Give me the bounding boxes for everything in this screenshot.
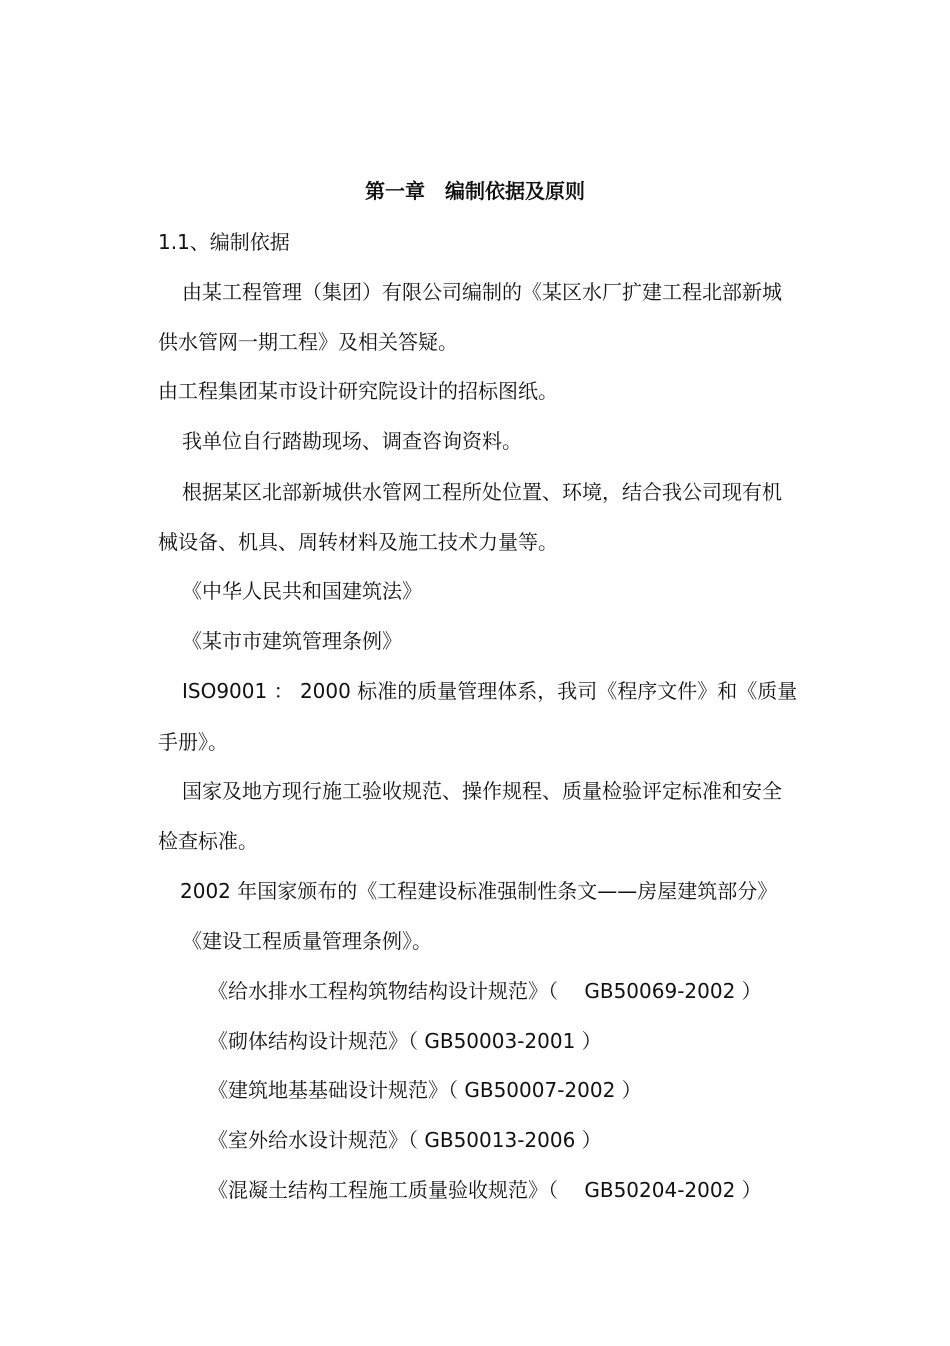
paragraph-line: 由某工程管理（集团）有限公司编制的《某区水厂扩建工程北部新城 <box>182 280 782 304</box>
paragraph-line: 械设备、机具、周转材料及施工技术力量等。 <box>158 530 558 554</box>
chapter-title: 第一章 编制依据及原则 <box>365 179 585 203</box>
paragraph-line: 检查标准。 <box>158 829 258 853</box>
reference-standard: 《室外给水设计规范》（ GB50013-2006 ） <box>208 1128 602 1152</box>
section-heading: 1.1、编制依据 <box>158 230 290 254</box>
paragraph-line: 手册》。 <box>158 730 228 754</box>
paragraph-line: 2002 年国家颁布的《工程建设标准强制性条文——房屋建筑部分》 <box>180 879 778 903</box>
reference-standard: 《建筑地基基础设计规范》（ GB50007-2002 ） <box>208 1078 642 1102</box>
paragraph-line: 供水管网一期工程》及相关答疑。 <box>158 330 458 354</box>
paragraph-line: 国家及地方现行施工验收规范、操作规程、质量检验评定标准和安全 <box>182 779 782 803</box>
paragraph-line: 由工程集团某市设计研究院设计的招标图纸。 <box>158 379 558 403</box>
paragraph-line: 根据某区北部新城供水管网工程所处位置、环境，结合我公司现有机 <box>182 480 782 504</box>
paragraph-line: ISO9001 ： 2000 标准的质量管理体系，我司《程序文件》和《质量 <box>182 679 798 703</box>
reference-standard: 《给水排水工程构筑物结构设计规范》（ GB50069-2002 ） <box>208 979 762 1003</box>
reference-standard: 《砌体结构设计规范》（ GB50003-2001 ） <box>208 1029 602 1053</box>
paragraph-line: 《中华人民共和国建筑法》 <box>182 579 422 603</box>
paragraph-line: 《建设工程质量管理条例》。 <box>182 929 432 953</box>
paragraph-line: 《某市市建筑管理条例》 <box>182 629 402 653</box>
reference-standard: 《混凝土结构工程施工质量验收规范》（ GB50204-2002 ） <box>208 1178 762 1202</box>
paragraph-line: 我单位自行踏勘现场、调查咨询资料。 <box>182 429 522 453</box>
